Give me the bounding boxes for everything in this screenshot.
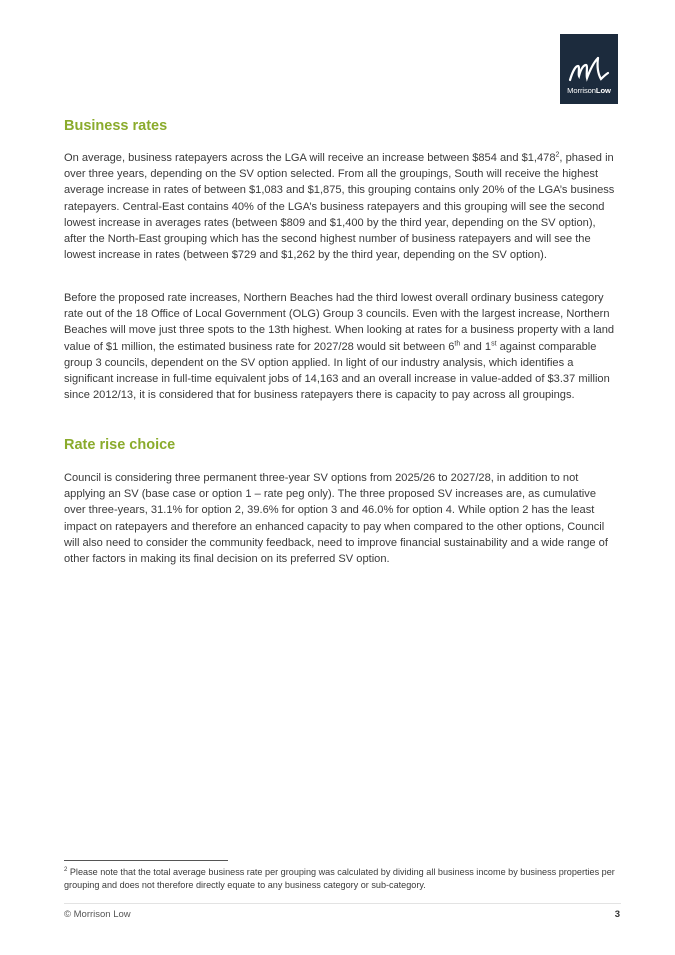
heading-rate-rise-choice: Rate rise choice: [64, 437, 176, 453]
morrison-low-logo: [560, 34, 618, 104]
footer-copyright: © Morrison Low: [64, 909, 131, 920]
paragraph-business-rates-1: On average, business ratepayers across the LGA will receive an increase between $854 and $1,478$^2$, phased in over three years, depending on the SV option selected. From all the groupings, South will receive the highest average increase in rates of between $1,083 and $1,875, this grouping contains only 20% of the LGA’s business ratepayers. Central-East contains 40% of the LGA’s business ratepayers and this grouping will see the second lowest increase in averages rates (between $809 and $1,400 by the third year, depending on the SV option), after the North-East grouping which has the second highest number of business ratepayers and will see the lowest increase in rates (between $729 and $1,262 by the third year, depending on the SV option).: [64, 151, 615, 262]
paragraph-rate-rise-choice: Council is considering three permanent three-year SV options from 2025/26 to 2027/28, in addition to not applying an SV (base case or option 1 – rate peg only). The three proposed SV increases are, as cumulative over three-years, 31.1% for option 2, 39.6% for option 3 and 46.0% for option 4. While option 2 has the least impact on ratepayers and therefore an enhanced capacity to pay when compared to the other options, Council will also need to consider the community feedback, need to improve financial sustainability and a wide range of other factors in making its final decision on its preferred SV option.: [64, 472, 608, 566]
logo-wordmark: MorrisonLow: [567, 86, 611, 95]
page-number: 3: [614, 909, 620, 920]
footer-divider: [64, 903, 621, 904]
footnote-divider: [64, 860, 228, 861]
ml-monogram-icon: [568, 56, 610, 82]
footnote-ref: 2: [555, 151, 560, 159]
paragraph-business-rates-2: Before the proposed rate increases, Northern Beaches had the third lowest overall ordinary business category rate out of the 18 Office of Local Government (OLG) Group 3 councils. Even with the largest increase, Northern Beaches will move just three spots to the 13th highest. When looking at rates for a business property with a land value of $1 million, the estimated business rate for 2027/28 would sit between 6th and 1st against comparable group 3 councils, dependent on the SV option applied. In light of our industry analysis, which identifies a significant increase in full-time equivalent jobs of 14,163 and an overall increase in value-added of $3.37 million since 2012/13, it is considered that for business ratepayers there is capacity to pay across all groupings.: [64, 292, 615, 402]
footnote: $^2$ Please note that the total average business rate per grouping was calculated by dividing all business income by business properties per grouping and does not therefore directly equate to any business category or sub-category.: [64, 866, 615, 890]
heading-business-rates: Business rates: [64, 118, 168, 134]
